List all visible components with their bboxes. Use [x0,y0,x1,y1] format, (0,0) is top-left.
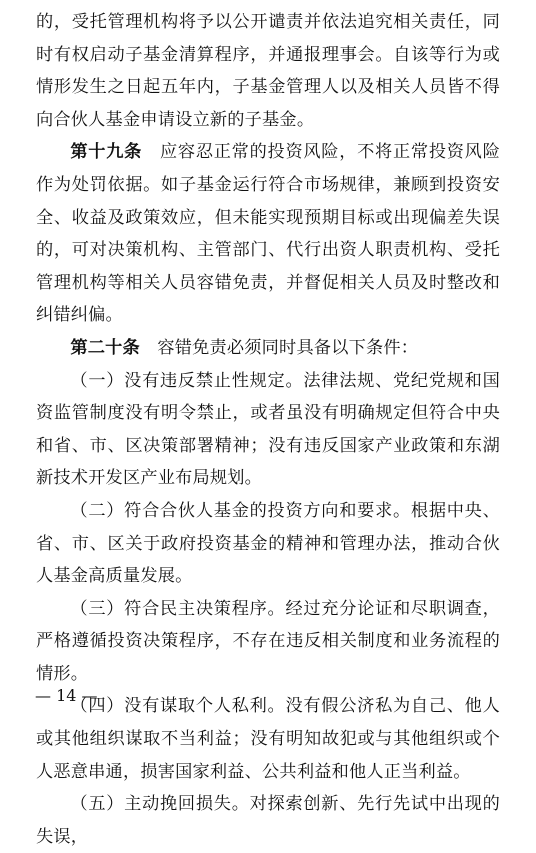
article-heading: 第十九条 [70,142,143,163]
condition-item-4 [36,690,500,788]
condition-item-3 [36,593,500,691]
condition-item-2 [36,495,500,593]
paragraph-continued [36,6,500,136]
document-body [36,6,500,853]
article-heading: 第二十条 [70,337,140,358]
condition-item-1 [36,365,500,495]
paragraph-text: （四）没有谋取个人私利。没有假公济私为自己、他人或其他组织谋取不当利益；没有明知故犯或与其他组织或个人恶意串通，损害国家利益、公共利益和他人正当利益。 [36,696,500,782]
paragraph-text: （二）符合合伙人基金的投资方向和要求。根据中央、省、市、区关于政府投资基金的精神和管理办法，推动合伙人基金高质量发展。 [36,500,500,587]
paragraph-article-20 [36,332,500,365]
paragraph-text: 应容忍正常的投资风险，不将正常投资风险作为处罚依据。如子基金运行符合市场规律，兼顾到投资安全、收益及政策效应，但未能实现预期目标或出现偏差失误的，可对决策机构、主管部门、代行出资人职责机构、受托管理机构等相关人员容错免责，并督促相关人员及时整改和纠错纠偏。 [36,142,500,326]
paragraph-text: 容错免责必须同时具备以下条件： [139,337,419,358]
paragraph-text: （五）主动挽回损失。对探索创新、先行先试中出现的失误， [36,794,500,847]
page-number: — 14 — [35,686,98,705]
paragraph-article-19 [36,136,500,332]
condition-item-5 [36,788,500,853]
paragraph-text: （三）符合民主决策程序。经过充分论证和尽职调查，严格遵循投资决策程序，不存在违反相关制度和业务流程的情形。 [36,598,500,684]
paragraph-text: 的，受托管理机构将予以公开谴责并依法追究相关责任，同时有权启动子基金清算程序，并通报理事会。自该等行为或情形发生之日起五年内，子基金管理人以及相关人员皆不得向合伙人基金申请设立新的子基金。 [36,12,500,130]
paragraph-text: （一）没有违反禁止性规定。法律法规、党纪党规和国资监管制度没有明令禁止，或者虽没有明确规定但符合中央和省、市、区决策部署精神；没有违反国家产业政策和东湖新技术开发区产业布局规划。 [36,370,500,489]
